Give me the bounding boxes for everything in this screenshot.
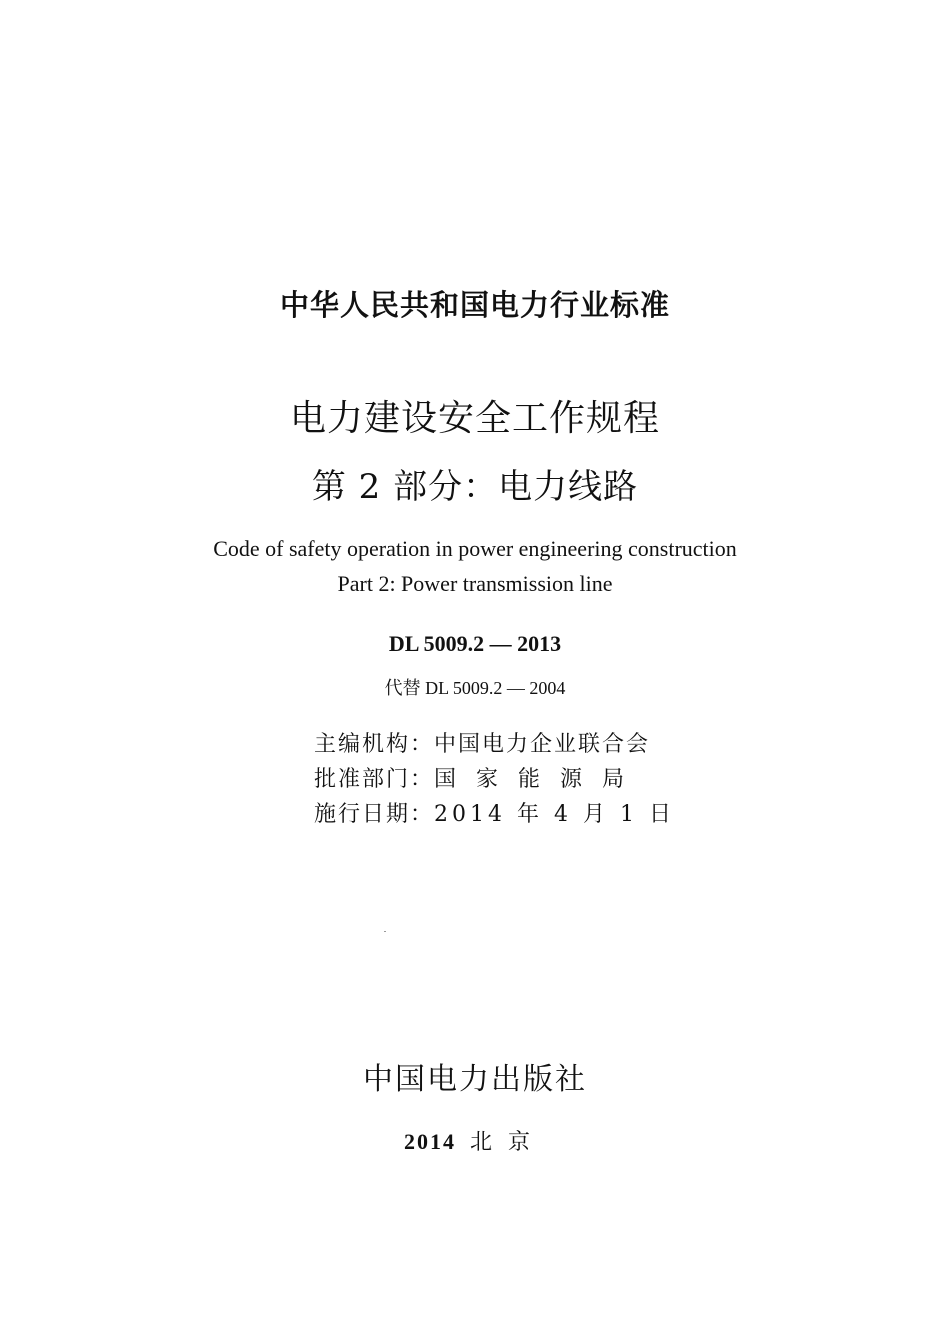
replaces-standard: 代替 DL 5009.2 — 2004 <box>384 678 566 698</box>
effective-date-value: 2014 年 4 月 1 日 <box>434 802 675 827</box>
publication-year: 2014 <box>403 1129 456 1154</box>
english-part-title: Part 2: Power transmission line <box>337 571 613 596</box>
english-title: Code of safety operation in power engineering construction <box>213 536 737 561</box>
approver-value: 国家能源局 <box>434 767 645 792</box>
scan-speck <box>384 931 386 932</box>
standard-code: DL 5009.2 — 2013 <box>388 631 562 656</box>
effective-date-label: 施行日期： <box>314 802 435 827</box>
document-part-title: 第 2 部分：电力线路 <box>311 467 639 507</box>
editor-row <box>314 727 650 758</box>
editor-value: 中国电力企业联合会 <box>434 732 651 757</box>
approver-row <box>314 762 644 793</box>
standard-category-heading: 中华人民共和国电力行业标准 <box>279 288 670 322</box>
publisher-name: 中国电力出版社 <box>363 1062 587 1097</box>
editor-label: 主编机构： <box>314 732 435 757</box>
effective-date-row <box>314 797 675 828</box>
approver-label: 批准部门： <box>314 767 435 792</box>
publication-city: 北京 <box>469 1130 546 1155</box>
document-title: 电力建设安全工作规程 <box>289 398 660 439</box>
publication-place <box>0 1125 950 1156</box>
